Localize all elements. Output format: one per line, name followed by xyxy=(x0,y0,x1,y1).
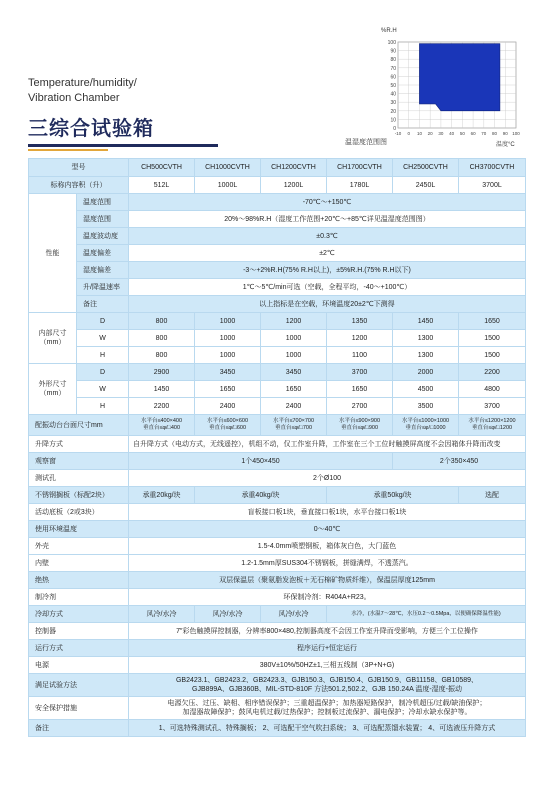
dim-cell: 1300 xyxy=(393,330,459,347)
env-value: 0～40℃ xyxy=(129,521,526,538)
safety-line: 电源欠压、过压、缺相、相序错误保护；三重超温保护；加热器短路保护，制冷机超压/过载/缺油保护； xyxy=(167,700,487,707)
cooling-value: 水冷，(水温7～28℃，水压0.2～0.5Mpa，以便确保降温性能) xyxy=(327,606,526,623)
cooling-value: 风冷/水冷 xyxy=(261,606,327,623)
chart-y-unit: %R.H xyxy=(381,28,397,34)
inner-dim-row xyxy=(29,330,526,347)
dim-cell: 2900 xyxy=(129,364,195,381)
y-tick-label: 20 xyxy=(390,108,396,115)
shelf-value: 承重50kg/块 xyxy=(327,487,459,504)
standard-row xyxy=(29,674,526,697)
interior-label: 内壁 xyxy=(29,555,129,572)
perf-label: 温度偏差 xyxy=(77,245,129,262)
perf-label: 温度范围 xyxy=(77,194,129,211)
controller-row xyxy=(29,623,526,640)
y-tick-label: 90 xyxy=(390,48,396,55)
perf-value: 1℃～5℃/min可选（空载，全程平均，-40～+100℃） xyxy=(129,279,526,296)
outer-dim-row xyxy=(29,381,526,398)
standard-line: GB2423.1、GB2423.2、GB2423.3、GJB150.3、GJB150.4、GJB150.9、GB11158、GB10589、 xyxy=(175,677,479,684)
dim-cell: 1450 xyxy=(129,381,195,398)
humidity-range-area xyxy=(419,44,499,111)
lift-row xyxy=(29,436,526,453)
notes-label: 备注 xyxy=(29,720,129,737)
dim-label: H xyxy=(77,347,129,364)
dim-cell: 2200 xyxy=(459,364,526,381)
dim-cell: 1000 xyxy=(195,313,261,330)
lift-label: 升降方式 xyxy=(29,436,129,453)
dim-cell: 1000 xyxy=(261,330,327,347)
dim-cell: 3500 xyxy=(393,398,459,415)
perf-label: 升/降温速率 xyxy=(77,279,129,296)
vibration-cell: 水平台≤600×600 垂直台≤φ/□600 xyxy=(195,415,261,436)
window-row xyxy=(29,453,526,470)
x-tick-label: 70 xyxy=(481,131,487,136)
x-tick-label: 30 xyxy=(438,131,444,136)
standard-line: GJB899A、GJB360B、MIL-STD-810F 方法501.2,502.2、GJB 150.24A 温度-湿度-振动 xyxy=(192,686,462,693)
dim-cell: 3450 xyxy=(195,364,261,381)
model-cell: CH1200CVTH xyxy=(261,159,327,177)
controller-label: 控制器 xyxy=(29,623,129,640)
dim-cell: 2400 xyxy=(195,398,261,415)
vibration-table-row xyxy=(29,415,526,436)
lift-value: 自升降方式（电动方式，无线遥控），机组不动，仅工作室升降，工作室在三个工位时触摸屏高度不会因箱体升降而改变 xyxy=(129,436,526,453)
insulation-label: 绝热 xyxy=(29,572,129,589)
perf-row xyxy=(29,245,526,262)
dim-cell: 1650 xyxy=(459,313,526,330)
safety-value xyxy=(129,697,526,720)
y-tick-label: 50 xyxy=(390,83,396,89)
controller-value: 7″彩色触摸屏控制器，分辨率800×480,控制器高度不会因工作室升降而受影响，方便三个工位操作 xyxy=(129,623,526,640)
safety-row xyxy=(29,697,526,720)
y-tick-label: 60 xyxy=(390,74,396,81)
dim-label: W xyxy=(77,381,129,398)
dim-cell: 1450 xyxy=(393,313,459,330)
shelf-row xyxy=(29,487,526,504)
y-tick-label: 10 xyxy=(390,117,396,124)
volume-cell: 512L xyxy=(129,177,195,194)
volume-cell: 1000L xyxy=(195,177,261,194)
perf-row xyxy=(29,194,526,211)
volume-cell: 1200L xyxy=(261,177,327,194)
shelf-value: 承重40kg/块 xyxy=(195,487,327,504)
perf-row xyxy=(29,296,526,313)
dim-cell: 2400 xyxy=(261,398,327,415)
vibration-cell: 水平台≤900×900 垂直台≤φ/□900 xyxy=(327,415,393,436)
performance-label: 性能 xyxy=(29,194,77,313)
y-tick-label: 70 xyxy=(390,65,396,72)
window-value-b: 2个350×450 xyxy=(393,453,526,470)
y-tick-label: 0 xyxy=(393,126,396,132)
vibration-cell: 水平台≤1200×1200 垂直台≤φ/□1200 xyxy=(459,415,526,436)
interior-value: 1.2-1.5mm厚SUS304不锈钢板，拼缝满焊，不透蒸汽。 xyxy=(129,555,526,572)
perf-value: 以上指标是在空载，环境温度20±2℃下测得 xyxy=(129,296,526,313)
dim-cell: 3450 xyxy=(261,364,327,381)
volume-row xyxy=(29,177,526,194)
x-tick-label: 80 xyxy=(492,131,498,136)
dim-label: D xyxy=(77,364,129,381)
perf-value: ±0.3℃ xyxy=(129,228,526,245)
run-row xyxy=(29,640,526,657)
x-tick-label: 60 xyxy=(470,131,476,136)
shelf-value: 选配 xyxy=(459,487,526,504)
insulation-value: 双层保温层（聚氨脂发泡板＋无石棉矿物质纤维），保温层厚度125mm xyxy=(129,572,526,589)
dim-cell: 1500 xyxy=(459,330,526,347)
model-cell: CH1000CVTH xyxy=(195,159,261,177)
x-tick-label: 20 xyxy=(427,131,433,136)
panel-label: 活动底板（2或3块） xyxy=(29,504,129,521)
refrigerant-value: 环保制冷剂：R404A+R23。 xyxy=(129,589,526,606)
model-cell: CH1700CVTH xyxy=(327,159,393,177)
x-tick-label: 0 xyxy=(407,131,410,136)
dim-cell: 1300 xyxy=(393,347,459,364)
refrigerant-row xyxy=(29,589,526,606)
perf-value: -70℃～+150℃ xyxy=(129,194,526,211)
dim-cell: 1650 xyxy=(195,381,261,398)
perf-label: 温度波动度 xyxy=(77,228,129,245)
perf-label: 湿度范围 xyxy=(77,211,129,228)
perf-value: 20%～98%R.H（湿度工作范围+20℃～+85℃详见温湿度范围图） xyxy=(129,211,526,228)
model-cell: CH500CVTH xyxy=(129,159,195,177)
perf-row xyxy=(29,211,526,228)
cooling-label: 冷却方式 xyxy=(29,606,129,623)
dim-cell: 1350 xyxy=(327,313,393,330)
power-value: 380V±10%/50HZ±1,三相五线制（3P+N+G) xyxy=(129,657,526,674)
dim-cell: 3700 xyxy=(459,398,526,415)
perf-row xyxy=(29,228,526,245)
dim-cell: 3700 xyxy=(327,364,393,381)
dim-cell: 1500 xyxy=(459,347,526,364)
perf-label: 备注 xyxy=(77,296,129,313)
standard-label: 满足试验方法 xyxy=(29,674,129,697)
inner-dim-row xyxy=(29,313,526,330)
outer-dim-row xyxy=(29,364,526,381)
power-row xyxy=(29,657,526,674)
panel-value: 盲板接口板1块，垂直接口板1块，水平台接口板1块 xyxy=(129,504,526,521)
perf-row xyxy=(29,279,526,296)
x-tick-label: 50 xyxy=(459,131,465,136)
dim-cell: 800 xyxy=(129,347,195,364)
dim-cell: 4500 xyxy=(393,381,459,398)
dim-cell: 2200 xyxy=(129,398,195,415)
exterior-row xyxy=(29,538,526,555)
port-value: 2个Ø100 xyxy=(129,470,526,487)
port-label: 测试孔 xyxy=(29,470,129,487)
dim-cell: 1200 xyxy=(261,313,327,330)
vibration-cell: 水平台≤700×700 垂直台≤φ/□700 xyxy=(261,415,327,436)
dim-cell: 1650 xyxy=(327,381,393,398)
dim-cell: 1650 xyxy=(261,381,327,398)
x-tick-label: 100 xyxy=(512,131,520,136)
dim-cell: 800 xyxy=(129,330,195,347)
standard-value xyxy=(129,674,526,697)
dim-cell: 1100 xyxy=(327,347,393,364)
section-heading xyxy=(28,76,218,151)
vibration-cell: 水平台≤400×400 垂直台≤φ/□400 xyxy=(129,415,195,436)
perf-value: -3～+2%R.H(75% R.H以上)，±5%R.H.(75% R.H以下) xyxy=(129,262,526,279)
dim-cell: 2000 xyxy=(393,364,459,381)
dim-cell: 1000 xyxy=(195,347,261,364)
dim-label: H xyxy=(77,398,129,415)
perf-label: 湿度偏差 xyxy=(77,262,129,279)
outer-dim-label: 外形尺寸（mm） xyxy=(29,364,77,415)
cooling-value: 风冷/水冷 xyxy=(195,606,261,623)
dim-cell: 1200 xyxy=(327,330,393,347)
safety-label: 安全保护措施 xyxy=(29,697,129,720)
spec-table xyxy=(28,158,526,737)
dim-cell: 1000 xyxy=(195,330,261,347)
perf-value: ±2℃ xyxy=(129,245,526,262)
panel-row xyxy=(29,504,526,521)
inner-dim-label: 内部尺寸（mm） xyxy=(29,313,77,364)
shelf-value: 承重20kg/块 xyxy=(129,487,195,504)
title-accent-line xyxy=(28,149,108,151)
chart-caption: 温湿度范围图 xyxy=(345,139,387,146)
shelf-label: 不锈钢搁板（标配2块） xyxy=(29,487,129,504)
x-tick-label: 90 xyxy=(502,131,508,136)
x-tick-label: -10 xyxy=(394,131,402,136)
title-underline xyxy=(28,144,218,147)
perf-row xyxy=(29,262,526,279)
model-label: 型号 xyxy=(29,159,129,177)
power-label: 电源 xyxy=(29,657,129,674)
notes-value: 1、可选特殊测试孔、特殊搁板； 2、可选配干空气吹扫系统； 3、可选配蒸馏水装置； 4、可选液压升降方式 xyxy=(129,720,526,737)
exterior-label: 外壳 xyxy=(29,538,129,555)
humidity-temperature-chart xyxy=(346,30,526,142)
refrigerant-label: 制冷剂 xyxy=(29,589,129,606)
y-tick-label: 80 xyxy=(390,57,396,64)
dim-cell: 1000 xyxy=(261,347,327,364)
english-title-line2: Vibration Chamber xyxy=(28,92,120,104)
safety-line: 加湿器故障保护；鼓风电机过载/过热保护；控制板过流保护、漏电保护；冷却水缺水保护等。 xyxy=(182,709,472,716)
model-cell: CH3700CVTH xyxy=(459,159,526,177)
env-label: 使用环境温度 xyxy=(29,521,129,538)
model-row xyxy=(29,159,526,177)
inner-dim-row xyxy=(29,347,526,364)
dim-cell: 4800 xyxy=(459,381,526,398)
chart-x-unit: 温度°C xyxy=(496,142,515,148)
interior-row xyxy=(29,555,526,572)
notes-row xyxy=(29,720,526,737)
y-tick-label: 40 xyxy=(390,91,396,98)
port-row xyxy=(29,470,526,487)
volume-label: 标称内容积（升） xyxy=(29,177,129,194)
volume-cell: 1780L xyxy=(327,177,393,194)
volume-cell: 2450L xyxy=(393,177,459,194)
volume-cell: 3700L xyxy=(459,177,526,194)
x-tick-label: 40 xyxy=(449,131,455,136)
insulation-row xyxy=(29,572,526,589)
dim-label: D xyxy=(77,313,129,330)
x-tick-label: 10 xyxy=(416,131,422,136)
chinese-title: 三综合试验箱 xyxy=(28,118,154,140)
vibration-cell: 水平台≤1000×1000 垂直台≤φ/□1000 xyxy=(393,415,459,436)
run-label: 运行方式 xyxy=(29,640,129,657)
y-tick-label: 100 xyxy=(387,40,396,46)
env-row xyxy=(29,521,526,538)
dim-cell: 2700 xyxy=(327,398,393,415)
cooling-row xyxy=(29,606,526,623)
vibration-label: 配振动台台面尺寸mm xyxy=(29,415,129,436)
window-value-a: 1个450×450 xyxy=(129,453,393,470)
dim-label: W xyxy=(77,330,129,347)
dim-cell: 800 xyxy=(129,313,195,330)
outer-dim-row xyxy=(29,398,526,415)
y-tick-label: 30 xyxy=(390,100,396,107)
exterior-value: 1.5-4.0mm喷塑钢板，箱体灰白色，大门蓝色 xyxy=(129,538,526,555)
english-title-line1: Temperature/humidity/ xyxy=(28,77,137,89)
run-value: 程序运行+恒定运行 xyxy=(129,640,526,657)
chart-svg xyxy=(346,30,526,142)
cooling-value: 风冷/水冷 xyxy=(129,606,195,623)
window-label: 观察窗 xyxy=(29,453,129,470)
model-cell: CH2500CVTH xyxy=(393,159,459,177)
